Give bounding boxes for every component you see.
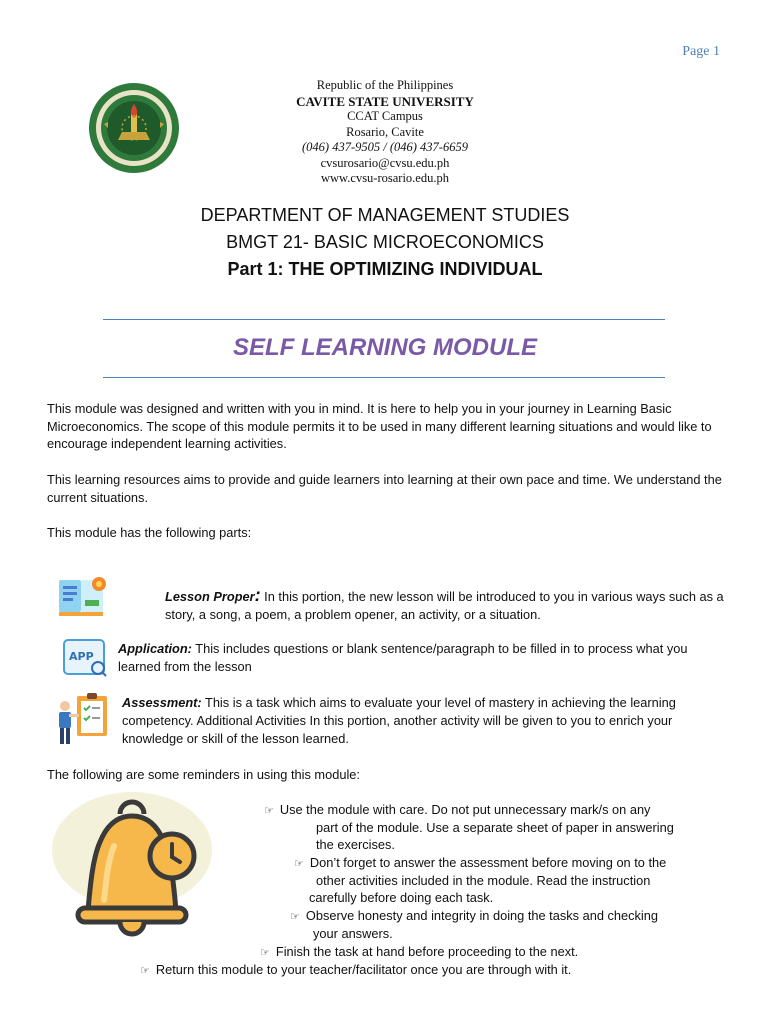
university-seal-logo xyxy=(88,82,180,174)
reminder-item-3 xyxy=(290,907,658,926)
phone-numbers: (046) 437-9505 / (046) 437-6659 xyxy=(302,140,468,154)
reminder-item-2-cont: other activities included in the module. Read the instruction xyxy=(316,873,651,888)
reminder-item-3-cont: your answers. xyxy=(313,926,393,941)
department-heading xyxy=(100,202,670,283)
campus-location: Rosario, Cavite xyxy=(346,124,424,139)
app-icon-text: APP xyxy=(69,650,94,663)
course-title: BMGT 21- BASIC MICROECONOMICS xyxy=(226,232,544,252)
top-divider xyxy=(103,319,665,320)
bottom-divider xyxy=(103,377,665,378)
reminder-text: Don’t forget to answer the assessment before moving on to the xyxy=(309,855,667,870)
website-address: www.cvsu-rosario.edu.ph xyxy=(321,171,449,185)
part-label-lesson-proper: Lesson Proper xyxy=(165,589,255,604)
reminder-item-5 xyxy=(140,961,571,980)
assessment-clipboard-icon xyxy=(53,692,111,746)
reminder-item-1-cont: the exercises. xyxy=(316,837,395,852)
page-number: Page 1 xyxy=(682,44,720,59)
intro-paragraph-3: This module has the following parts: xyxy=(47,525,252,540)
module-title: SELF LEARNING MODULE xyxy=(233,334,537,361)
reminder-text: Use the module with care. Do not put unnecessary mark/s on any xyxy=(279,802,651,817)
part-text-application: This includes questions or blank sentence/paragraph to be filled in to process what you learned from the lesson xyxy=(118,641,688,674)
department-title: DEPARTMENT OF MANAGEMENT STUDIES xyxy=(200,205,570,225)
intro-paragraph-1: This module was designed and written with you in mind. It is here to help you in your journey in Learning Basic Microeconomics. The scope of this module permits it to be used in many different learning situations and would like to encourage independent learning activities. xyxy=(47,401,712,451)
part-application xyxy=(118,640,718,676)
reminder-item-1-cont: part of the module. Use a separate sheet of paper in answering xyxy=(316,820,674,835)
campus-name: CCAT Campus xyxy=(347,109,423,123)
reminder-text: Return this module to your teacher/facilitator once you are through with it. xyxy=(155,962,572,977)
letterhead xyxy=(200,78,570,187)
pointing-hand-icon: ☞ xyxy=(260,946,270,959)
part-label-assessment: Assessment: xyxy=(122,695,202,710)
part-label-application: Application: xyxy=(118,641,192,656)
university-name: CAVITE STATE UNIVERSITY xyxy=(296,93,474,109)
reminder-text: Finish the task at hand before proceeding to the next. xyxy=(275,944,579,959)
reminder-item-4 xyxy=(260,943,578,962)
country-line: Republic of the Philippines xyxy=(316,78,454,92)
part-text-lesson-proper: In this portion, the new lesson will be introduced to you in various ways such as a story, a song, a poem, a problem opener, an activity, or a situation. xyxy=(165,589,724,622)
email-address: cvsurosario@cvsu.edu.ph xyxy=(320,155,450,170)
reminder-item-2 xyxy=(294,854,666,873)
part-assessment xyxy=(122,694,722,748)
pointing-hand-icon: ☞ xyxy=(294,857,304,870)
app-icon xyxy=(62,638,108,678)
part-text-assessment: This is a task which aims to evaluate your level of mastery in achieving the learning competency. Additional Activities In this portion, another activity will be given to you to enrich your knowledge or skill of the lesson learned. xyxy=(122,695,676,746)
pointing-hand-icon: ☞ xyxy=(140,964,150,977)
intro-paragraph-2: This learning resources aims to provide and guide learners into learning at their own pace and time. We understand the current situations. xyxy=(47,472,722,505)
part-title: Part 1: THE OPTIMIZING INDIVIDUAL xyxy=(227,259,543,279)
reminder-item-2-cont: carefully before doing each task. xyxy=(309,890,494,905)
pointing-hand-icon: ☞ xyxy=(264,804,274,817)
part-lesson-proper xyxy=(165,586,725,624)
reminder-text: Observe honesty and integrity in doing the tasks and checking xyxy=(305,908,659,923)
reminder-item-1 xyxy=(264,801,650,820)
reminders-intro: The following are some reminders in using this module: xyxy=(47,767,360,782)
lesson-book-icon xyxy=(57,574,109,618)
bell-alarm-icon xyxy=(50,790,250,950)
pointing-hand-icon: ☞ xyxy=(290,910,300,923)
part-label-colon: : xyxy=(254,585,261,605)
